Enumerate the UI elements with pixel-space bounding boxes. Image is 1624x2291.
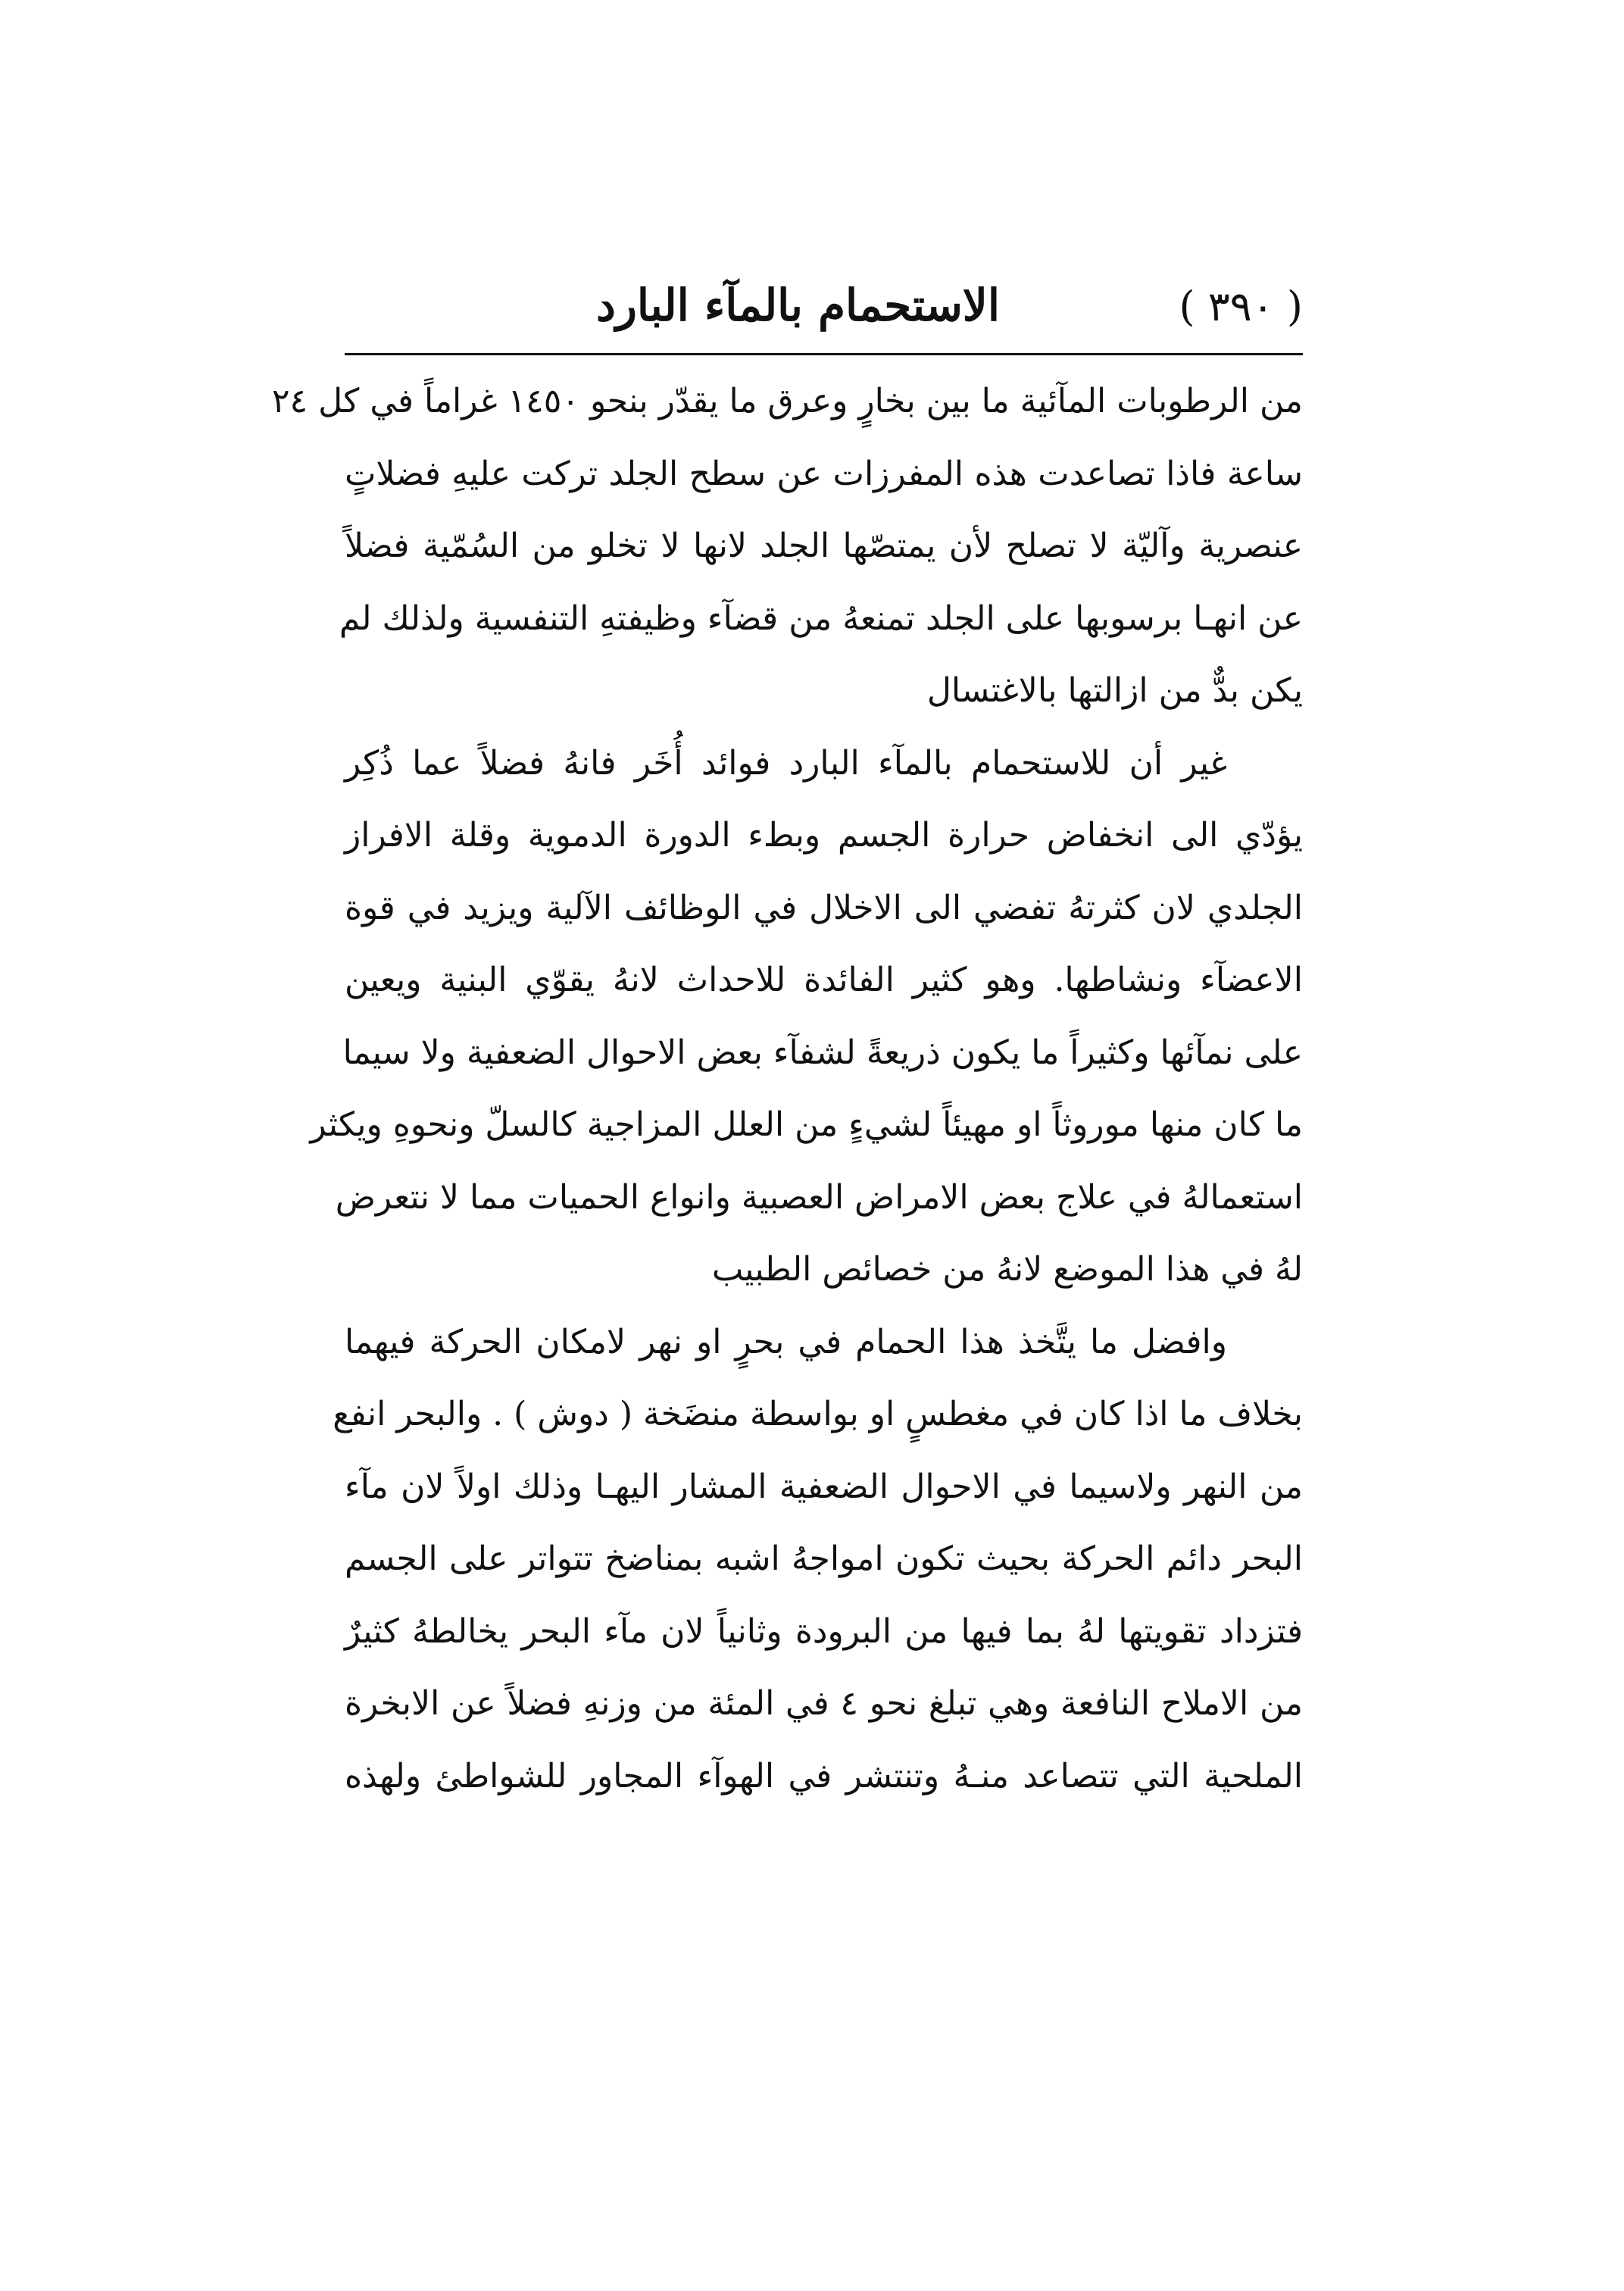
text-line: يؤدّي الى انخفاض حرارة الجسم وبطء الدورة الدموية وقلة الافراز [345, 816, 1303, 855]
page-number: ( ٣٩٠ ) [1179, 283, 1303, 330]
header-rule [345, 353, 1303, 355]
text-line: من النهر ولاسيما في الاحوال الضعفية المشار اليهـا وذلك اولاً لان مآء [345, 1467, 1303, 1506]
paragraph-start-line: غير أن للاستحمام بالمآء البارد فوائد أُخَر فانهُ فضلاً عما ذُكِر [345, 743, 1228, 783]
paragraph-start-line: وافضل ما يتَّخذ هذا الحمام في بحرٍ او نهر لامكان الحركة فيهما [345, 1322, 1227, 1361]
text-line: من الاملاح النافعة وهي تبلغ نحو ٤ في المئة من وزنهِ فضلاً عن الابخرة [345, 1684, 1304, 1723]
body-text [271, 365, 1304, 1812]
paragraph-end-line: يكن بدٌّ من ازالتها بالاغتسال [926, 671, 1303, 710]
text-line: الجلدي لان كثرتهُ تفضي الى الاخلال في الوظائف الآلية ويزيد في قوة [345, 888, 1303, 927]
text-line: من الرطوبات المآئية ما بين بخارٍ وعرق ما يقدّر بنحو ١٤٥٠ غراماً في كل ٢٤ [271, 382, 1303, 420]
text-line: الملحية التي تتصاعد منـهُ وتنتشر في الهوآء المجاور للشواطئ ولهذه [345, 1756, 1303, 1796]
text-line: عنصرية وآليّة لا تصلح لأن يمتصّها الجلد لانها لا تخلو من السُمّية فضلاً [345, 527, 1303, 565]
text-line: البحر دائم الحركة بحيث تكون امواجهُ اشبه بمناضخ تتواتر على الجسم [345, 1539, 1303, 1578]
text-line: على نمآئها وكثيراً ما يكون ذريعةً لشفآء بعض الاحوال الضعفية ولا سيما [342, 1033, 1303, 1072]
text-line: بخلاف ما اذا كان في مغطسٍ او بواسطة منضَخة ( دوش ) . والبحر انفع [333, 1395, 1303, 1433]
text-line: ساعة فاذا تصاعدت هذه المفرزات عن سطح الجلد تركت عليهِ فضلاتٍ [345, 454, 1303, 493]
page-header [345, 274, 1303, 344]
paragraph-end-line: لهُ في هذا الموضع لانهُ من خصائص الطبيب [711, 1250, 1303, 1289]
running-title: الاستحمام بالمآء البارد [596, 280, 1000, 331]
text-line: عن انهـا برسوبها على الجلد تمنعهُ من قضآء وظيفتهِ التنفسية ولذلك لم [339, 599, 1303, 638]
text-line: الاعضآء ونشاطها. وهو كثير الفائدة للاحداث لانهُ يقوّي البنية ويعين [345, 961, 1303, 999]
text-line: فتزداد تقويتها لهُ بما فيها من البرودة وثانياً لان مآء البحر يخالطهُ كثيرٌ [345, 1611, 1303, 1651]
text-line: استعمالهُ في علاج بعض الامراض العصبية وانواع الحميات مما لا نتعرض [335, 1177, 1303, 1217]
text-line: ما كان منها موروثاً او مهيئاً لشيءٍ من العلل المزاجية كالسلّ ونحوهِ ويكثر [310, 1105, 1303, 1144]
